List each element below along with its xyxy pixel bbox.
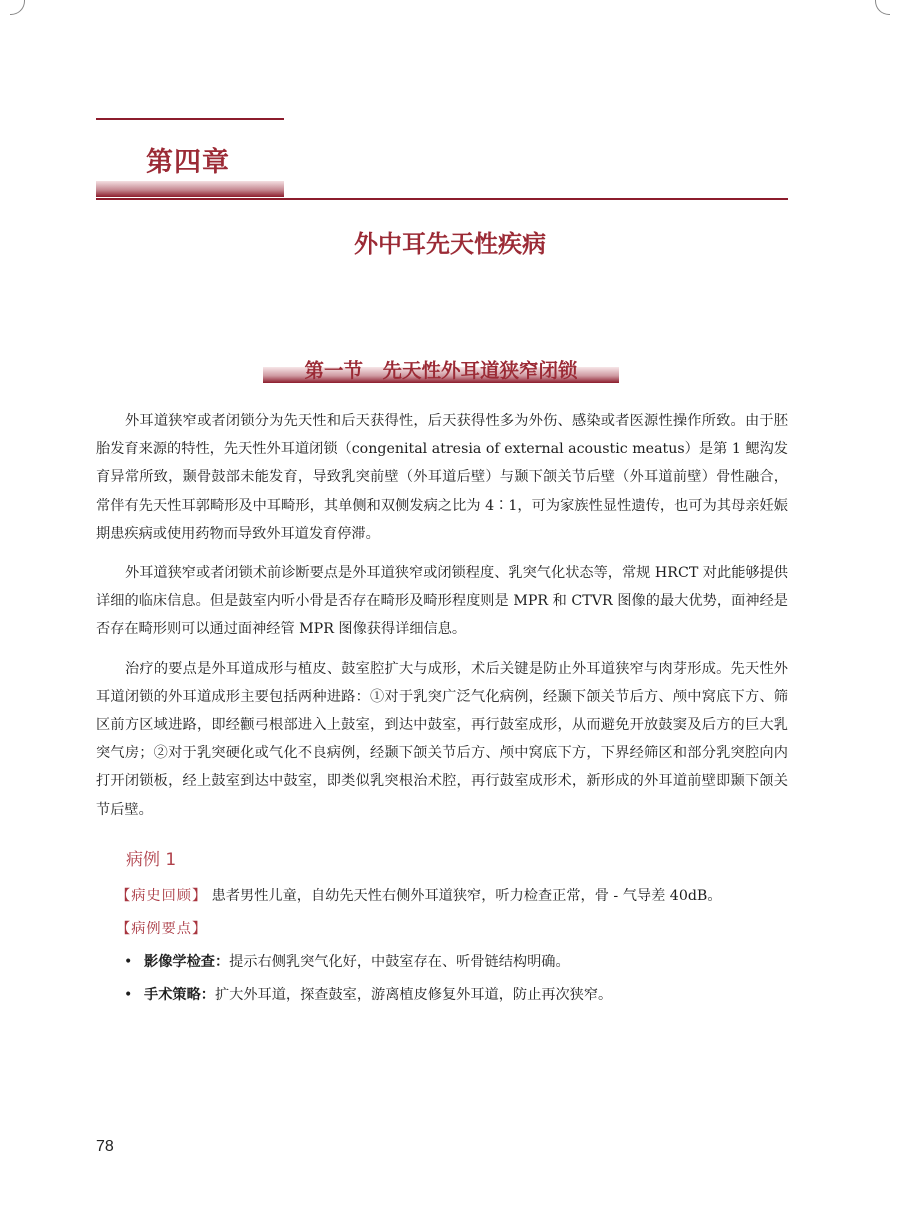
case-point-imaging (124, 951, 570, 973)
case-point-text: 提示右侧乳突气化好，中鼓室存在、听骨链结构明确。 (229, 954, 570, 970)
bullet-icon: • (124, 987, 133, 1003)
chapter-label: 第四章 (146, 147, 230, 178)
case-point-surgery (124, 984, 612, 1006)
case-history-text: 患者男性儿童，自幼先天性右侧外耳道狭窄，听力检查正常，骨 - 气导差 40dB。 (211, 888, 722, 904)
case-point-label: 影像学检查： (144, 954, 230, 970)
case-point-text: 扩大外耳道，探查鼓室，游离植皮修复外耳道，防止再次狭窄。 (214, 987, 613, 1003)
case-points-label: 【病例要点】 (116, 921, 208, 937)
chapter-rule (96, 198, 788, 200)
case-history-label: 【病史回顾】 (116, 888, 208, 904)
case-history (116, 885, 722, 907)
case-points-header (116, 918, 207, 940)
chapter-title: 外中耳先天性疾病 (354, 230, 546, 258)
crop-mark-right (875, 0, 890, 15)
case-title: 病例 1 (126, 850, 177, 870)
paragraph-2: 外耳道狭窄或者闭锁术前诊断要点是外耳道狭窄或闭锁程度、乳突气化状态等，常规 HRCT 对此能够提供详细的临床信息。但是鼓室内听小骨是否存在畸形及畸形程度则是 MPR 和 CTVR 图像的最大优势，面神经是否存在畸形则可以通过面神经管 MPR 图像获得详细信息。 (96, 565, 788, 638)
section-heading-text: 第一节 先天性外耳道狭窄闭锁 (304, 359, 578, 382)
paragraph-3: 治疗的要点是外耳道成形与植皮、鼓室腔扩大与成形，术后关键是防止外耳道狭窄与肉芽形成。先天性外耳道闭锁的外耳道成形主要包括两种进路：①对于乳突广泛气化病例，经颞下颌关节后方、颅中窝底下方、筛区前方区域进路，即经颧弓根部进入上鼓室，到达中鼓室，再行鼓室成形，从而避免开放鼓窦及后方的巨大乳突气房；②对于乳突硬化或气化不良病例，经颞下颌关节后方、颅中窝底下方，下界经筛区和部分乳突腔向内打开闭锁板，经上鼓室到达中鼓室，即类似乳突根治术腔，再行鼓室成形术，新形成的外耳道前壁即颞下颌关节后壁。 (96, 660, 788, 818)
chapter-top-line (96, 118, 284, 120)
body-text (96, 407, 788, 835)
bullet-icon: • (124, 954, 133, 970)
case-point-label: 手术策略： (144, 987, 215, 1003)
chapter-label-band (96, 181, 284, 197)
page-number: 78 (96, 1138, 114, 1155)
paragraph-1: 外耳道狭窄或者闭锁分为先天性和后天获得性，后天获得性多为外伤、感染或者医源性操作所致。由于胚胎发育来源的特性，先天性外耳道闭锁（congenital atresia of external acoustic meatus）是第 1 鳃沟发育异常所致，颞骨鼓部未能发育，导致乳突前壁（外耳道后壁）与颞下颌关节后壁（外耳道前壁）骨性融合，常伴有先天性耳郭畸形及中耳畸形，其单侧和双侧发病之比为 4∶1，可为家族性显性遗传，也可为其母亲妊娠期患疾病或使用药物而导致外耳道发育停滞。 (96, 413, 788, 542)
crop-mark-left (10, 0, 25, 15)
section-heading (263, 353, 619, 385)
